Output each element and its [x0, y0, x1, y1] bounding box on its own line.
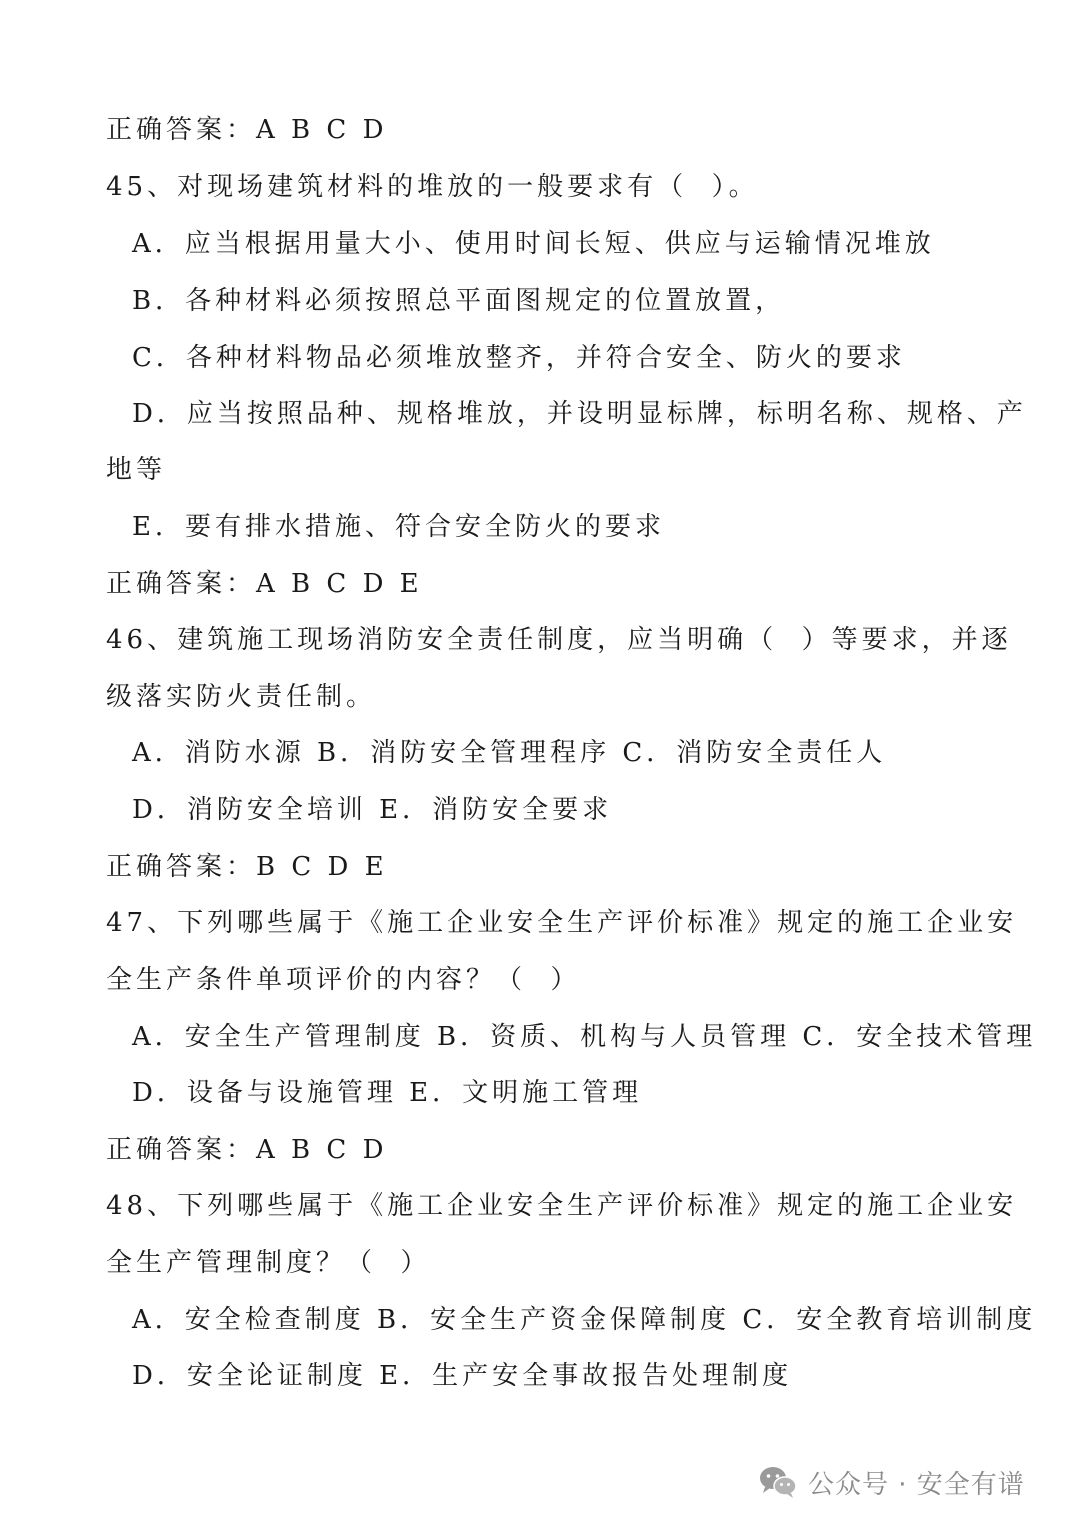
options-47-de: D．设备与设施管理 E．文明施工管理 [132, 1078, 643, 1108]
option-45-d: D．应当按照品种、规格堆放，并设明显标牌，标明名称、规格、产 [132, 399, 1027, 429]
question-46-cont: 级落实防火责任制。 [106, 682, 377, 712]
options-46-de: D．消防安全培训 E．消防安全要求 [132, 795, 613, 825]
wechat-icon [758, 1465, 798, 1499]
question-45: 45、对现场建筑材料的堆放的一般要求有（ ）。 [106, 172, 759, 202]
option-45-b: B．各种材料必须按照总平面图规定的位置放置， [132, 286, 786, 316]
options-48-abc: A．安全检查制度 B．安全生产资金保障制度 C．安全教育培训制度 [132, 1305, 1037, 1335]
answer-45: 正确答案：A B C D E [106, 569, 423, 599]
answer-46: 正确答案：B C D E [106, 852, 388, 882]
question-48: 48、下列哪些属于《施工企业安全生产评价标准》规定的施工企业安 [106, 1191, 1018, 1221]
watermark [758, 1458, 1025, 1506]
option-45-e: E．要有排水措施、符合安全防火的要求 [132, 512, 665, 542]
option-45-c: C．各种材料物品必须堆放整齐，并符合安全、防火的要求 [132, 343, 906, 373]
option-45-d-cont: 地等 [106, 455, 167, 485]
options-46-abc: A．消防水源 B．消防安全管理程序 C．消防安全责任人 [132, 738, 887, 768]
question-46: 46、建筑施工现场消防安全责任制度，应当明确（ ）等要求，并逐 [106, 625, 1012, 655]
question-47: 47、下列哪些属于《施工企业安全生产评价标准》规定的施工企业安 [106, 908, 1018, 938]
options-48-de: D．安全论证制度 E．生产安全事故报告处理制度 [132, 1361, 793, 1391]
question-48-cont: 全生产管理制度？（ ） [106, 1248, 431, 1278]
answer-44: 正确答案：A B C D [106, 115, 388, 145]
question-47-cont: 全生产条件单项评价的内容？（ ） [106, 965, 581, 995]
options-47-abc: A．安全生产管理制度 B．资质、机构与人员管理 C．安全技术管理 [132, 1022, 1037, 1052]
answer-47: 正确答案：A B C D [106, 1135, 388, 1165]
option-45-a: A．应当根据用量大小、使用时间长短、供应与运输情况堆放 [132, 229, 935, 259]
watermark-text: 公众号 · 安全有谱 [808, 1469, 1025, 1500]
